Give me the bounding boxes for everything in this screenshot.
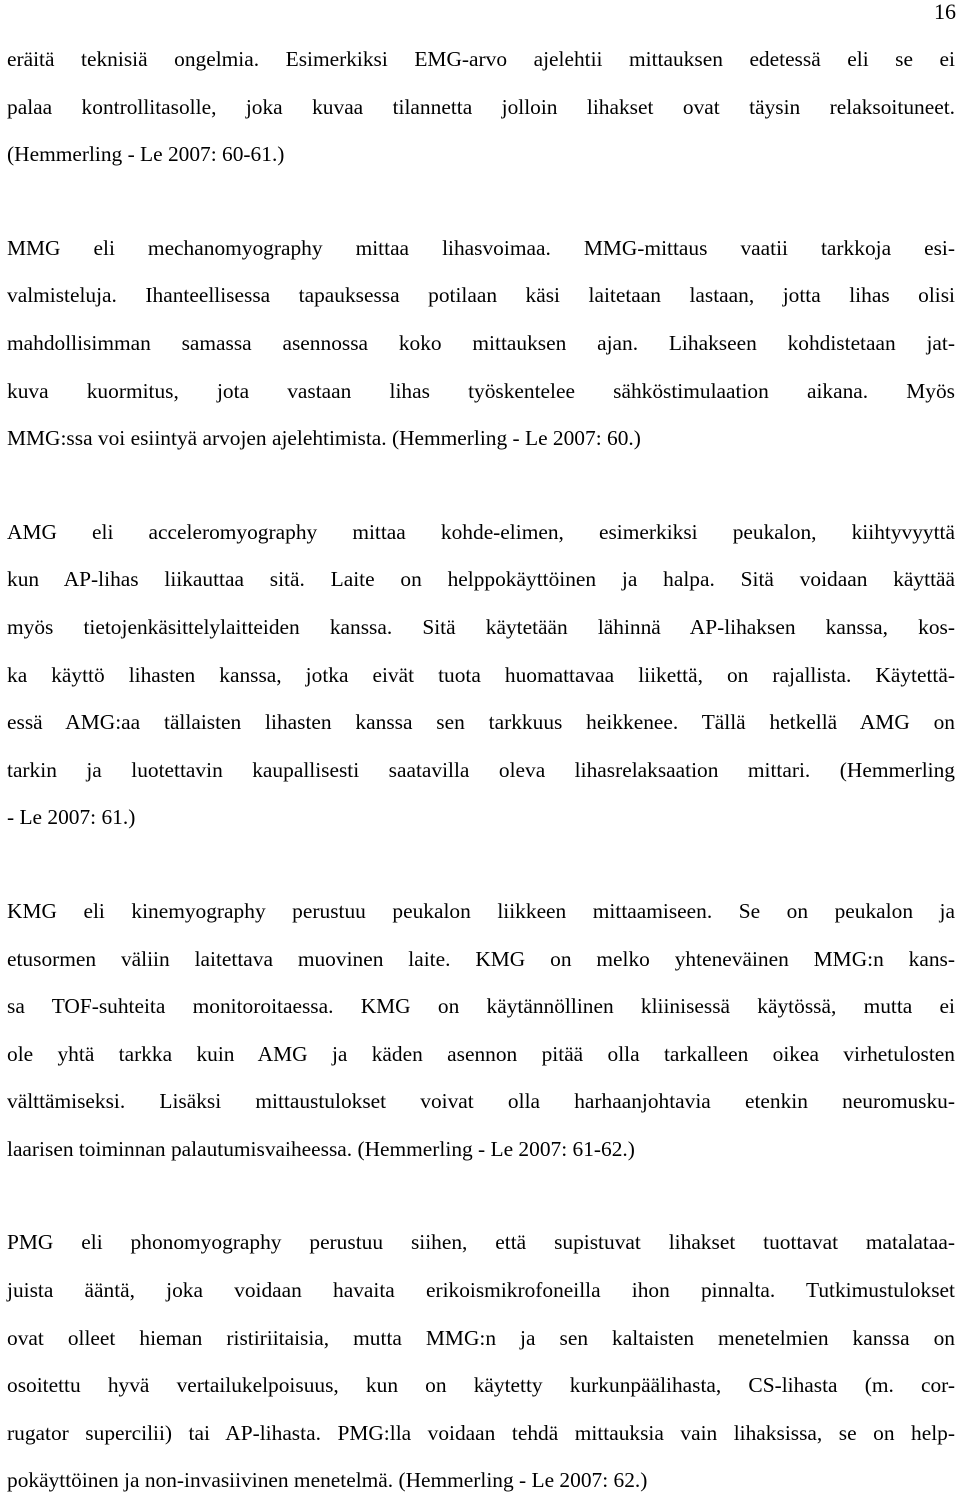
text-line: essä AMG:aa tällaisten lihasten kanssa sen tarkkuus heikkenee. Tällä hetkellä AMG on (7, 710, 955, 735)
text-line: ka käyttö lihasten kanssa, jotka eivät tuota huomattavaa liikettä, on rajallista. Käytettä- (7, 662, 955, 687)
text-line: etusormen väliin laitettava muovinen laite. KMG on melko yhteneväinen MMG:n kans- (7, 946, 955, 971)
text-line: (Hemmerling - Le 2007: 60-61.) (7, 142, 285, 167)
text-line: laarisen toiminnan palautumisvaiheessa. (Hemmerling - Le 2007: 61-62.) (7, 1136, 635, 1161)
paragraph-emg-problems (7, 36, 955, 179)
text-line: AMG eli acceleromyography mittaa kohde-elimen, esimerkiksi peukalon, kiihtyvyyttä (7, 519, 955, 544)
text-line: PMG eli phonomyography perustuu siihen, että supistuvat lihakset tuottavat matalataa- (7, 1230, 955, 1255)
text-line: ovat olleet hieman ristiriitaisia, mutta MMG:n ja sen kaltaisten menetelmien kanssa on (7, 1325, 955, 1350)
paragraph-gap (7, 1173, 955, 1219)
text-line: - Le 2007: 61.) (7, 805, 136, 830)
text-line: MMG:ssa voi esiintyä arvojen ajelehtimista. (Hemmerling - Le 2007: 60.) (7, 426, 641, 451)
text-line: palaa kontrollitasolle, joka kuvaa tilannetta jolloin lihakset ovat täysin relaksoituneet. (7, 94, 955, 119)
text-line: MMG eli mechanomyography mittaa lihasvoimaa. MMG-mittaus vaatii tarkkoja esi- (7, 235, 955, 260)
document-body (7, 36, 955, 1505)
paragraph-kmg (7, 888, 955, 1174)
text-line: kuva kuormitus, jota vastaan lihas työskentelee sähköstimulaation aikana. Myös (7, 378, 955, 403)
paragraph-gap (7, 842, 955, 888)
paragraph-gap (7, 179, 955, 225)
text-line: sa TOF-suhteita monitoroitaessa. KMG on käytännöllinen kliinisessä käytössä, mutta ei (7, 994, 955, 1019)
paragraph-mmg (7, 225, 955, 463)
text-line: välttämiseksi. Lisäksi mittaustulokset voivat olla harhaanjohtavia etenkin neuromusku- (7, 1089, 955, 1114)
text-line: valmisteluja. Ihanteellisessa tapauksessa potilaan käsi laitetaan lastaan, jotta lihas olisi (7, 283, 955, 308)
text-line: tarkin ja luotettavin kaupallisesti saatavilla oleva lihasrelaksaation mittari. (Hemmerling (7, 757, 955, 782)
paragraph-amg (7, 509, 955, 842)
text-line: kun AP-lihas liikauttaa sitä. Laite on helppokäyttöinen ja halpa. Sitä voidaan käyttää (7, 567, 955, 592)
text-line: ole yhtä tarkka kuin AMG ja käden asennon pitää olla tarkalleen oikea virhetulosten (7, 1041, 955, 1066)
page-number: 16 (934, 0, 956, 24)
text-line: rugator supercilii) tai AP-lihasta. PMG:lla voidaan tehdä mittauksia vain lihaksissa, se on help- (7, 1420, 955, 1445)
text-line: KMG eli kinemyography perustuu peukalon liikkeen mittaamiseen. Se on peukalon ja (7, 898, 955, 923)
paragraph-pmg (7, 1219, 955, 1505)
text-line: eräitä teknisiä ongelmia. Esimerkiksi EMG-arvo ajelehtii mittauksen edetessä eli se ei (7, 47, 955, 71)
text-line: osoitettu hyvä vertailukelpoisuus, kun on käytetty kurkunpäälihasta, CS-lihasta (m. cor- (7, 1373, 955, 1398)
text-line: pokäyttöinen ja non-invasiivinen menetelmä. (Hemmerling - Le 2007: 62.) (7, 1468, 648, 1493)
text-line: mahdollisimman samassa asennossa koko mittauksen ajan. Lihakseen kohdistetaan jat- (7, 330, 955, 355)
text-line: juista ääntä, joka voidaan havaita erikoismikrofoneilla ihon pinnalta. Tutkimustulokset (7, 1278, 955, 1303)
text-line: myös tietojenkäsittelylaitteiden kanssa. Sitä käytetään lähinnä AP-lihaksen kanssa, kos- (7, 614, 955, 639)
paragraph-gap (7, 463, 955, 509)
